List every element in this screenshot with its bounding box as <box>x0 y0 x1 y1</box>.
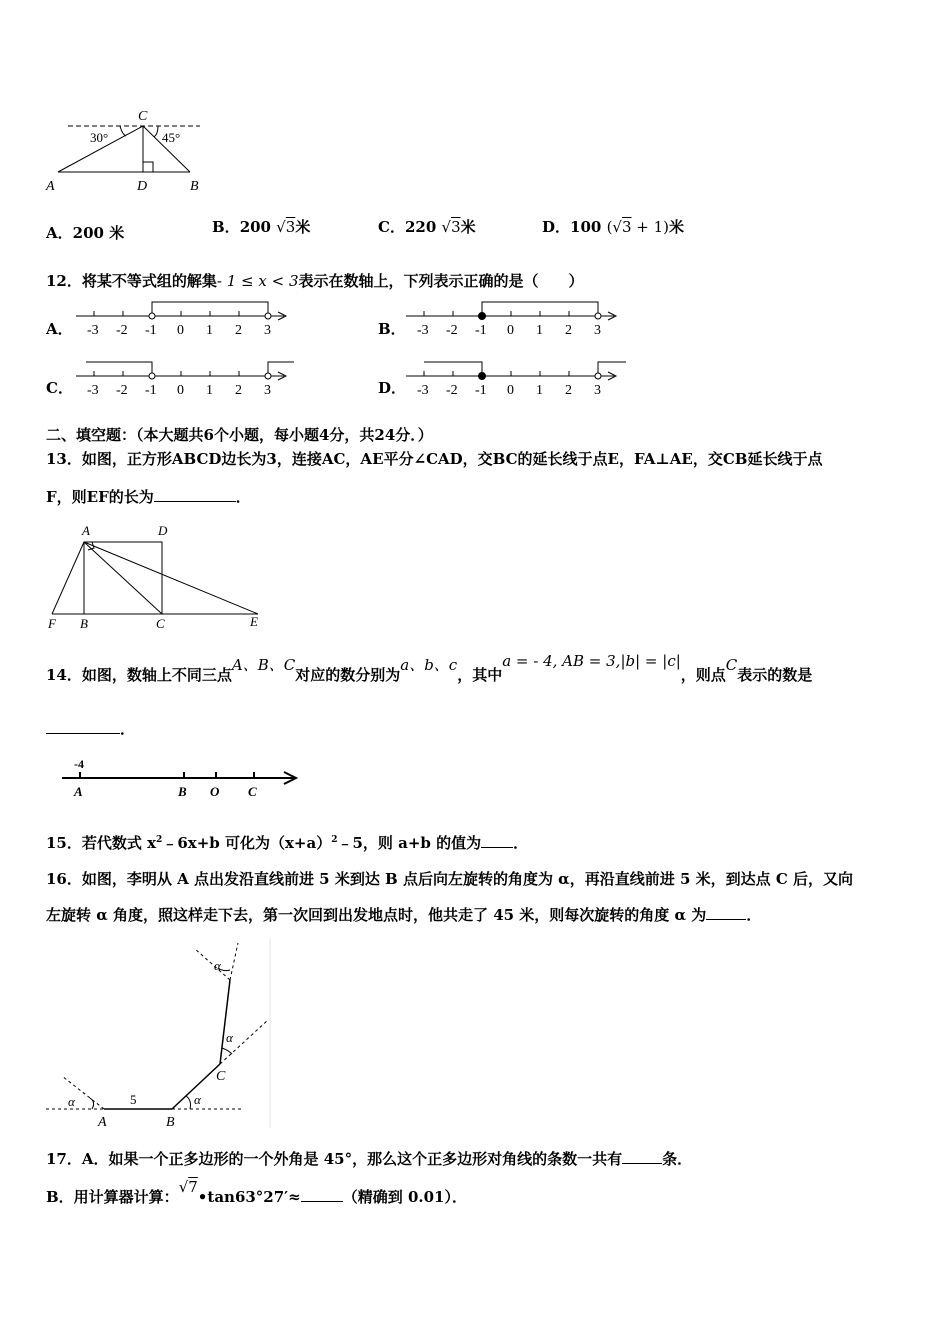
tick-label: -3 <box>87 323 99 338</box>
label-a: A <box>98 1115 107 1130</box>
label-c: C <box>156 616 165 631</box>
tick-label: -2 <box>446 323 458 338</box>
q15-stem: 15．若代数式 $x^2﹣6x+b$ 可化为$(x+a)^2﹣5$，则 a+b 的值为 ． <box>46 834 529 852</box>
tick-label: -1 <box>145 323 157 338</box>
alpha-c: α <box>226 1030 233 1045</box>
label-a: A <box>74 784 83 799</box>
label-c: C <box>248 784 257 799</box>
tick-label: 2 <box>565 383 572 398</box>
tick-label: 2 <box>235 323 242 338</box>
alpha-a: α <box>68 1094 75 1109</box>
q12-label-d: D． <box>378 379 407 397</box>
q14-answer-blank: ． <box>46 718 135 739</box>
label-b: B <box>178 784 187 799</box>
label-c: C <box>138 109 148 124</box>
q12-stem: 12．将某不等式组的解集- 1 ≤ x < 3表示在数轴上，下列表示正确的是（ ） <box>46 272 584 290</box>
q12-label-a: A． <box>46 320 73 338</box>
tick-label: 1 <box>206 383 213 398</box>
numberline-d <box>402 358 632 400</box>
q11-option-b: B．200 √3米 <box>212 218 311 236</box>
label-b: B <box>80 616 88 631</box>
alpha-d: α <box>214 958 221 973</box>
q14-stem: 14．如图，数轴上不同三点A、B、C对应的数分别为a、b、c，其中a = - 4, AB = 3,|b| = |c|，则点C表示的数是 <box>46 652 813 684</box>
q12-label-b: B． <box>378 320 406 338</box>
q17-b: B．用计算器计算：√7•tan63°27′≈ （精确到 0.01）． <box>46 1178 467 1206</box>
tick-label: 3 <box>264 323 271 338</box>
numberline-a <box>72 298 292 340</box>
q17-a: 17．A．如果一个正多边形的一个外角是 45°，那么这个正多边形对角线的条数一共有 条． <box>46 1150 693 1168</box>
q11-figure <box>40 104 210 196</box>
tick-label: 2 <box>235 383 242 398</box>
tick-label: -2 <box>116 383 128 398</box>
q11-option-c: C．220 √3米 <box>378 218 476 236</box>
label-a: A <box>82 523 90 538</box>
tick-label: -1 <box>475 383 487 398</box>
q16-line1: 16．如图，李明从 A 点出发沿直线前进 5 米到达 B 点后向左旋转的角度为 α，再沿直线前进 5 米，到达点 C 后，又向 <box>46 870 853 888</box>
tick-label: 3 <box>594 383 601 398</box>
q14-numberline <box>58 756 304 800</box>
tick-label: 3 <box>594 323 601 338</box>
q13-line1: 13．如图，正方形ABCD边长为3，连接AC，AE平分∠CAD，交BC的延长线于点E，FA⊥AE，交CB延长线于点 <box>46 450 823 468</box>
angle-30: 30° <box>90 130 109 145</box>
label-a: A <box>46 179 55 194</box>
label-5: 5 <box>130 1092 137 1107</box>
label-b: B <box>166 1115 175 1130</box>
section-2-heading: 二、填空题：（本大题共6个小题，每小题4分，共24分．） <box>46 426 433 444</box>
tick-label: -1 <box>145 383 157 398</box>
tick-label: -2 <box>116 323 128 338</box>
tick-label: -3 <box>417 383 429 398</box>
label-c: C <box>216 1069 226 1084</box>
tick-label: 1 <box>536 323 543 338</box>
q16-line2: 左旋转 α 角度，照这样走下去，第一次回到出发地点时，他共走了 45 米，则每次旋转的角度 α 为 ． <box>46 906 762 924</box>
label-f: F <box>48 616 56 631</box>
alpha-b: α <box>194 1092 201 1107</box>
q16-figure <box>42 938 274 1134</box>
label-d: D <box>158 523 168 538</box>
label-o: O <box>210 784 220 799</box>
tick-label: 0 <box>507 383 514 398</box>
tick-label: 0 <box>507 323 514 338</box>
label-b: B <box>190 179 199 194</box>
tick-label: 2 <box>565 323 572 338</box>
tick-label: -3 <box>417 323 429 338</box>
tick-label: 0 <box>177 323 184 338</box>
q13-line2: F，则EF的长为 ． <box>46 488 251 506</box>
tick-label: 3 <box>264 383 271 398</box>
tick-label: 1 <box>206 323 213 338</box>
label-e: E <box>250 614 258 629</box>
label-d: D <box>137 179 148 194</box>
label-neg4: -4 <box>74 757 84 771</box>
q11-option-a: A．200 米 <box>46 224 125 242</box>
tick-label: 1 <box>536 383 543 398</box>
angle-45: 45° <box>162 130 181 145</box>
numberline-b <box>402 298 622 340</box>
q12-label-c: C． <box>46 379 73 397</box>
q11-option-d: D．100 (√3 + 1)米 <box>542 218 685 236</box>
numberline-c <box>72 358 302 400</box>
tick-label: 0 <box>177 383 184 398</box>
tick-label: -1 <box>475 323 487 338</box>
tick-label: -3 <box>87 383 99 398</box>
q13-figure <box>44 520 274 632</box>
tick-label: -2 <box>446 383 458 398</box>
